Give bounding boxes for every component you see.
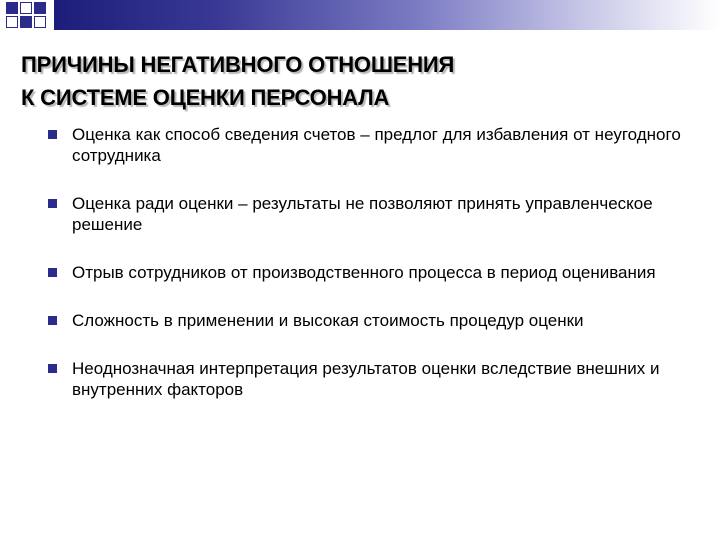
bullet-item xyxy=(48,358,698,400)
bullet-item xyxy=(48,124,698,166)
decor-square-icon xyxy=(6,16,18,28)
square-bullet-icon xyxy=(48,268,57,277)
bullet-item xyxy=(48,262,698,283)
square-bullet-icon xyxy=(48,130,57,139)
bullet-text: Оценка как способ сведения счетов – предлог для избавления от неугодного сотрудника xyxy=(72,125,681,165)
decor-square-icon xyxy=(34,16,46,28)
decor-square-icon xyxy=(34,2,46,14)
square-bullet-icon xyxy=(48,316,57,325)
slide-title-line-1: ПРИЧИНЫ НЕГАТИВНОГО ОТНОШЕНИЯ xyxy=(21,52,455,77)
bullet-list xyxy=(48,124,698,400)
decor-square-icon xyxy=(6,2,18,14)
bullet-item xyxy=(48,193,698,235)
bullet-text: Отрыв сотрудников от производственного процесса в период оценивания xyxy=(72,263,656,282)
bullet-text: Неоднозначная интерпретация результатов оценки вследствие внешних и внутренних факторов xyxy=(72,359,660,399)
bullet-item xyxy=(48,310,698,331)
decor-square-icon xyxy=(20,16,32,28)
square-bullet-icon xyxy=(48,199,57,208)
header-decoration xyxy=(0,0,720,40)
slide-title-line-2: К СИСТЕМЕ ОЦЕНКИ ПЕРСОНАЛА xyxy=(21,85,390,110)
slide-title xyxy=(21,48,454,114)
decor-square-icon xyxy=(20,2,32,14)
gradient-bar xyxy=(54,0,720,30)
bullet-text: Сложность в применении и высокая стоимость процедур оценки xyxy=(72,311,584,330)
square-bullet-icon xyxy=(48,364,57,373)
bullet-text: Оценка ради оценки – результаты не позволяют принять управленческое решение xyxy=(72,194,653,234)
